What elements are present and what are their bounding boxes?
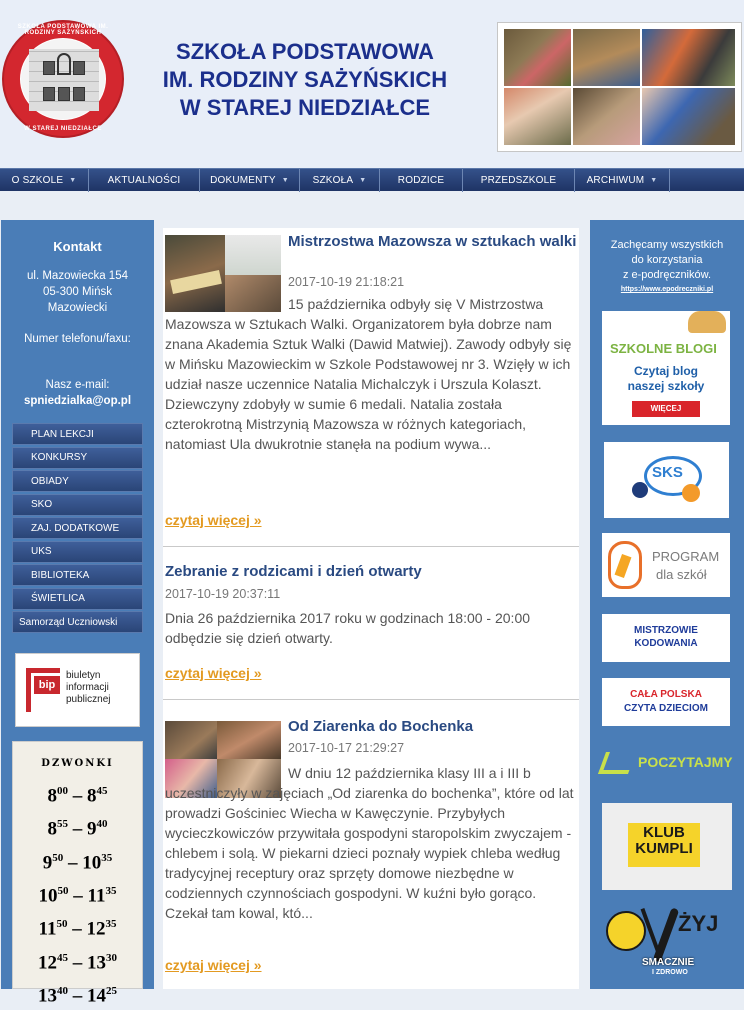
poczytajmy-banner[interactable] xyxy=(602,746,732,782)
title-line-2: IM. RODZINY SAŻYŃSKICH xyxy=(162,67,448,92)
post-title[interactable]: Od Ziarenka do Bochenka xyxy=(288,718,474,735)
logo-text-top: SZKOŁA PODSTAWOWA IM. RODZINY SAŻYŃSKICH xyxy=(17,24,109,36)
bell-start-min: 40 xyxy=(57,984,68,997)
cala-polska-czyta-banner[interactable] xyxy=(602,678,730,726)
bell-row: $13^{40} - 14^{25}$ xyxy=(38,984,117,1007)
bell-start-hour: 10 xyxy=(38,885,58,907)
spoon-icon xyxy=(653,907,680,962)
nav-label: O SZKOLE xyxy=(11,175,64,186)
post-divider xyxy=(163,546,579,547)
bell-start-hour: 8 xyxy=(47,818,57,840)
menu-item-sko[interactable]: SKO xyxy=(12,494,143,516)
nav-przedszkole[interactable] xyxy=(463,169,575,192)
zyj-text-2: SMACZNIE xyxy=(642,957,695,968)
bell-row: $12^{45} - 13^{30}$ xyxy=(38,951,117,973)
menu-item-zaj-dodatkowe[interactable]: ZAJ. DODATKOWE xyxy=(12,517,143,539)
bell-end-hour: 8 xyxy=(87,785,97,807)
bell-start-min: 45 xyxy=(57,951,68,964)
bip-banner[interactable] xyxy=(15,653,140,727)
address-line-2: 05-300 Mińsk xyxy=(42,286,113,298)
cala-polska-line-1: CAŁA POLSKA xyxy=(630,689,702,700)
zyj-text: ŻYJ xyxy=(678,911,719,936)
news-list xyxy=(163,228,579,989)
program-text-2: dla szkół xyxy=(656,567,707,582)
menu-item-obiady[interactable]: OBIADY xyxy=(12,470,143,492)
address-line-3: Mazowiecki xyxy=(47,302,108,314)
program-text-1: PROGRAM xyxy=(652,549,720,564)
nav-label: AKTUALNOŚCI xyxy=(107,175,181,186)
chevron-down-icon: ▼ xyxy=(69,177,77,184)
mistrzowie-kodowania-banner[interactable] xyxy=(602,614,730,662)
bell-end-min: 35 xyxy=(105,918,117,931)
bell-start-min: 50 xyxy=(57,884,69,897)
epodreczniki-line-2: do korzystania xyxy=(631,254,703,266)
post-divider xyxy=(163,699,579,700)
klub-line-2: KUMPLI xyxy=(635,840,693,857)
bell-end-hour: 13 xyxy=(87,951,106,973)
bell-schedule xyxy=(12,741,143,1007)
post-title[interactable]: Mistrzostwa Mazowsza w sztukach walki xyxy=(288,233,577,250)
read-more-link[interactable]: czytaj więcej » xyxy=(165,957,262,973)
bell-start-min: 55 xyxy=(57,818,68,831)
nav-label: RODZICE xyxy=(397,175,445,186)
program-dla-szkol-banner[interactable] xyxy=(602,533,730,597)
kodowanie-line-1: MISTRZOWIE xyxy=(634,625,698,636)
nav-aktualnosci[interactable] xyxy=(89,169,200,192)
title-line-1: SZKOŁA PODSTAWOWA xyxy=(176,39,434,64)
blogi-sub-1: Czytaj blog xyxy=(633,364,698,378)
post-excerpt: W dniu 12 października klasy III a i III b uczestniczyły w zajęciach „Od ziarenka do bochenka”, które od lat prowadzi Gościniec Wiecha w Kawęczynie. Przybyłych wycieczkowiczów przywitała gospodyni staropolskim zwyczajem - chlebem i solą. W piekarni dzieci poznały wypiek chleba według tradycyjnej receptury oraz sprzęty domowe niezbędne w codziennych czynnościach gospodyni. W kuźni było gorąco. Czekał tam kowal, któ... xyxy=(165,765,574,921)
bell-row: $8^{00} - 8^{45}$ xyxy=(47,785,108,807)
epodreczniki-link[interactable]: https://www.epodreczniki.pl xyxy=(620,286,714,293)
bell-row: $8^{55} - 9^{40}$ xyxy=(47,818,108,840)
post-title[interactable]: Zebranie z rodzicami i dzień otwarty xyxy=(165,563,422,580)
site-header xyxy=(0,0,744,168)
post-excerpt: Dnia 26 października 2017 roku w godzinach 18:00 - 20:00 odbędzie się dzień otwarty. xyxy=(165,610,531,646)
left-sidebar xyxy=(1,220,154,1007)
bell-start-hour: 13 xyxy=(38,985,57,1007)
ball-icon xyxy=(632,482,648,498)
site-title[interactable] xyxy=(140,38,470,122)
bell-end-hour: 9 xyxy=(87,818,97,840)
nav-label: DOKUMENTY xyxy=(210,175,276,186)
szkolne-blogi-banner[interactable] xyxy=(602,311,730,425)
read-more-link[interactable]: czytaj więcej » xyxy=(165,512,262,528)
bell-end-min: 30 xyxy=(106,951,117,964)
bip-logo: bip xyxy=(34,676,60,694)
chevron-down-icon: ▼ xyxy=(359,177,367,184)
bip-text-1: biuletyn xyxy=(66,670,101,681)
basketball-icon xyxy=(682,484,700,502)
bell-end-hour: 10 xyxy=(82,851,102,873)
epodreczniki-line-3: z e-podręczników. xyxy=(622,269,712,281)
menu-item-biblioteka[interactable]: BIBLIOTEKA xyxy=(12,564,143,586)
address-line-1: ul. Mazowiecka 154 xyxy=(27,270,128,282)
right-sidebar xyxy=(590,220,744,989)
contact-title: Kontakt xyxy=(53,239,102,254)
bell-start-hour: 12 xyxy=(38,951,57,973)
bells-title: DZWONKI xyxy=(41,758,114,769)
main-nav xyxy=(0,168,744,191)
menu-item-plan-lekcji[interactable]: PLAN LEKCJI xyxy=(12,423,143,445)
klub-line-1: KLUB xyxy=(643,824,685,841)
chevron-down-icon: ▼ xyxy=(281,177,289,184)
kodowanie-text xyxy=(602,624,730,650)
post-date: 2017-10-17 21:29:27 xyxy=(288,741,405,755)
epodreczniki-line-1: Zachęcamy wszystkich xyxy=(610,239,724,251)
klub-kumpli-text xyxy=(628,825,700,857)
smiley-icon xyxy=(606,911,646,951)
email-label: Nasz e-mail: xyxy=(45,379,110,391)
bell-start-min: 00 xyxy=(57,785,68,797)
sks-banner[interactable] xyxy=(604,442,729,518)
blogi-title: SZKOLNE BLOGI xyxy=(610,341,717,356)
header-photo-collage xyxy=(497,22,742,152)
bell-row: $11^{50} - 12^{35}$ xyxy=(38,918,117,940)
phone-label: Numer telefonu/faxu: xyxy=(24,333,131,345)
blogi-subtitle xyxy=(602,364,730,394)
read-more-link[interactable]: czytaj więcej » xyxy=(165,665,262,681)
menu-item-samorzad[interactable]: Samorząd Uczniowski xyxy=(12,611,143,633)
bell-end-hour: 12 xyxy=(86,918,106,940)
bell-end-hour: 11 xyxy=(87,885,106,907)
post-excerpt: 15 października odbyły się V Mistrzostwa Mazowsza w Sztukach Walki. Organizatorem była dobrze nam znana Akademia Sztuk Walki (Dawid Matwiej). Zawody odbyły się w Mińsku Mazowieckim w Szkole Podstawowej nr 3. Wzięły w ich udział nasze uczennice Natalia Michalczyk i Urszula Kolaszt. Dziewczyny zdobyły w sumie 6 medali. Natalia została czterokrotną Mistrzynią Mazowsza w różnych kategoriach, natomiast Ula dwukrotnie stanęła na podium wywa... xyxy=(165,296,572,452)
menu-item-uks[interactable]: UKS xyxy=(12,541,143,563)
bell-row: $10^{50} - 11^{35}$ xyxy=(38,884,117,907)
side-menu xyxy=(12,423,143,633)
bell-end-min: 25 xyxy=(106,984,117,997)
bell-end-min: 40 xyxy=(96,818,108,831)
school-logo[interactable] xyxy=(2,20,124,138)
bell-start-min: 50 xyxy=(56,918,68,931)
klub-kumpli-banner[interactable] xyxy=(602,803,732,890)
bell-start-hour: 11 xyxy=(38,918,57,940)
zyj-text-3: I ZDROWO xyxy=(652,969,688,976)
nav-o-szkole[interactable] xyxy=(0,169,89,192)
nav-archiwum[interactable] xyxy=(575,169,670,192)
bell-end-min: 35 xyxy=(105,884,117,897)
logo-emblem xyxy=(20,38,106,120)
chevron-down-icon: ▼ xyxy=(650,177,658,184)
email-link[interactable]: spniedzialka@op.pl xyxy=(23,395,132,407)
cala-polska-line-2: CZYTA DZIECIOM xyxy=(624,703,708,714)
bip-text-2: informacji xyxy=(66,682,109,693)
sks-text: SKS xyxy=(652,464,683,481)
menu-item-konkursy[interactable]: KONKURSY xyxy=(12,447,143,469)
bell-end-hour: 14 xyxy=(87,985,106,1007)
nav-szkola[interactable] xyxy=(300,169,380,192)
menu-item-swietlica[interactable]: ŚWIETLICA xyxy=(12,588,143,610)
bell-end-min: 45 xyxy=(96,785,108,797)
bell-start-hour: 9 xyxy=(42,851,53,873)
title-line-3: W STAREJ NIEDZIAŁCE xyxy=(179,95,431,120)
logo-text-bottom: W STAREJ NIEDZIAŁCE xyxy=(24,126,102,132)
nav-label: PRZEDSZKOLE xyxy=(480,175,557,186)
blogi-more-button[interactable]: WIĘCEJ xyxy=(632,401,700,417)
squirrel-icon xyxy=(688,311,726,333)
kodowanie-line-2: KODOWANIA xyxy=(634,638,698,649)
epodreczniki-text xyxy=(590,238,744,283)
bell-row: $9^{50} - 10^{35}$ xyxy=(42,851,113,873)
nav-label: ARCHIWUM xyxy=(586,175,645,186)
post-date: 2017-10-19 20:37:11 xyxy=(165,587,281,601)
poczytajmy-text: POCZYTAJMY xyxy=(638,754,733,770)
bell-start-hour: 8 xyxy=(47,785,57,807)
nav-label: SZKOŁA xyxy=(312,175,354,186)
zyj-smacznie-banner[interactable] xyxy=(602,905,732,989)
nav-rodzice[interactable] xyxy=(380,169,463,192)
cala-polska-text xyxy=(602,688,730,716)
book-icon xyxy=(598,752,636,774)
blogi-sub-2: naszej szkoły xyxy=(627,379,705,393)
bell-start-min: 50 xyxy=(52,851,64,864)
bell-end-min: 35 xyxy=(101,851,113,864)
post-date: 2017-10-19 21:18:21 xyxy=(288,275,405,289)
nav-dokumenty[interactable] xyxy=(200,169,300,192)
bip-text-3: publicznej xyxy=(66,694,111,705)
bip-text xyxy=(66,670,110,706)
